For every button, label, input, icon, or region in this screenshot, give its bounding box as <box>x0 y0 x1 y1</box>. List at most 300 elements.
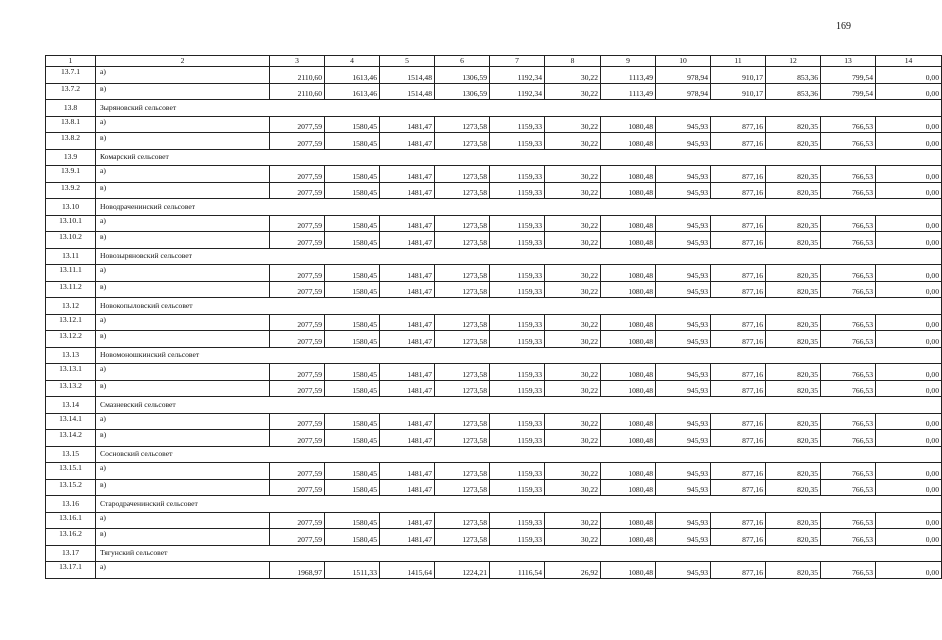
value-cell: 1080,48 <box>601 166 656 183</box>
value-cell: 1159,33 <box>490 265 545 282</box>
value-cell: 820,35 <box>766 512 821 529</box>
value-cell: 1306,59 <box>435 67 490 84</box>
value-cell: 1273,58 <box>435 116 490 133</box>
value-cell: 0,00 <box>876 413 942 430</box>
tariff-table <box>45 55 942 579</box>
table-row <box>46 182 942 199</box>
value-cell: 1580,45 <box>325 463 380 480</box>
value-cell: 877,16 <box>711 413 766 430</box>
column-header: 7 <box>490 56 545 67</box>
column-header: 11 <box>711 56 766 67</box>
section-row <box>46 149 942 166</box>
value-cell: 0,00 <box>876 265 942 282</box>
column-header: 6 <box>435 56 490 67</box>
value-cell: 945,93 <box>656 512 711 529</box>
row-code-cell: 13.9.2 <box>46 182 96 199</box>
value-cell: 1481,47 <box>380 380 435 397</box>
table-body <box>46 56 942 579</box>
table-row <box>46 512 942 529</box>
value-cell: 1580,45 <box>325 182 380 199</box>
section-row <box>46 397 942 414</box>
value-cell: 30,22 <box>545 463 601 480</box>
section-code-cell: 13.15 <box>46 446 96 463</box>
value-cell: 945,93 <box>656 331 711 348</box>
column-header: 9 <box>601 56 656 67</box>
column-header: 3 <box>270 56 325 67</box>
section-name-cell: Тягунский сельсовет <box>96 545 942 562</box>
value-cell: 30,22 <box>545 232 601 249</box>
column-header: 14 <box>876 56 942 67</box>
row-code-cell: 13.7.1 <box>46 67 96 84</box>
value-cell: 2077,59 <box>270 116 325 133</box>
value-cell: 1580,45 <box>325 116 380 133</box>
value-cell: 0,00 <box>876 512 942 529</box>
value-cell: 1116,54 <box>490 562 545 579</box>
table-row <box>46 479 942 496</box>
table-row <box>46 67 942 84</box>
value-cell: 1481,47 <box>380 479 435 496</box>
row-code-cell: 13.11.1 <box>46 265 96 282</box>
section-code-cell: 13.12 <box>46 298 96 315</box>
value-cell: 820,35 <box>766 232 821 249</box>
value-cell: 2077,59 <box>270 281 325 298</box>
value-cell: 945,93 <box>656 562 711 579</box>
row-code-cell: 13.13.2 <box>46 380 96 397</box>
row-code-cell: 13.10.2 <box>46 232 96 249</box>
section-row <box>46 100 942 117</box>
section-code-cell: 13.11 <box>46 248 96 265</box>
value-cell: 1580,45 <box>325 314 380 331</box>
row-letter-cell: а) <box>96 463 270 480</box>
column-header: 8 <box>545 56 601 67</box>
column-header: 1 <box>46 56 96 67</box>
value-cell: 877,16 <box>711 562 766 579</box>
value-cell: 0,00 <box>876 430 942 447</box>
table-row <box>46 232 942 249</box>
value-cell: 1481,47 <box>380 413 435 430</box>
table-row <box>46 380 942 397</box>
row-letter-cell: а) <box>96 413 270 430</box>
value-cell: 1580,45 <box>325 479 380 496</box>
value-cell: 877,16 <box>711 314 766 331</box>
value-cell: 1273,58 <box>435 364 490 381</box>
row-letter-cell: в) <box>96 529 270 546</box>
value-cell: 945,93 <box>656 479 711 496</box>
value-cell: 820,35 <box>766 529 821 546</box>
value-cell: 910,17 <box>711 83 766 100</box>
value-cell: 1080,48 <box>601 512 656 529</box>
value-cell: 766,53 <box>821 265 876 282</box>
value-cell: 1481,47 <box>380 133 435 150</box>
column-header: 10 <box>656 56 711 67</box>
value-cell: 799,54 <box>821 67 876 84</box>
value-cell: 910,17 <box>711 67 766 84</box>
section-code-cell: 13.10 <box>46 199 96 216</box>
value-cell: 978,94 <box>656 83 711 100</box>
value-cell: 26,92 <box>545 562 601 579</box>
value-cell: 0,00 <box>876 133 942 150</box>
value-cell: 0,00 <box>876 215 942 232</box>
value-cell: 0,00 <box>876 67 942 84</box>
value-cell: 1113,49 <box>601 67 656 84</box>
value-cell: 1481,47 <box>380 430 435 447</box>
value-cell: 877,16 <box>711 380 766 397</box>
section-name-cell: Зыряновский сельсовет <box>96 100 942 117</box>
section-row <box>46 496 942 513</box>
value-cell: 766,53 <box>821 512 876 529</box>
value-cell: 877,16 <box>711 512 766 529</box>
value-cell: 1580,45 <box>325 430 380 447</box>
row-code-cell: 13.11.2 <box>46 281 96 298</box>
value-cell: 1481,47 <box>380 512 435 529</box>
value-cell: 1159,33 <box>490 430 545 447</box>
section-code-cell: 13.13 <box>46 347 96 364</box>
value-cell: 1080,48 <box>601 133 656 150</box>
table-row <box>46 265 942 282</box>
value-cell: 2077,59 <box>270 380 325 397</box>
section-name-cell: Стародраченинский сельсовет <box>96 496 942 513</box>
value-cell: 853,36 <box>766 67 821 84</box>
row-code-cell: 13.14.1 <box>46 413 96 430</box>
value-cell: 1159,33 <box>490 182 545 199</box>
value-cell: 30,22 <box>545 215 601 232</box>
value-cell: 945,93 <box>656 430 711 447</box>
value-cell: 820,35 <box>766 380 821 397</box>
value-cell: 945,93 <box>656 133 711 150</box>
value-cell: 1273,58 <box>435 331 490 348</box>
row-letter-cell: а) <box>96 116 270 133</box>
value-cell: 820,35 <box>766 413 821 430</box>
value-cell: 1192,34 <box>490 67 545 84</box>
value-cell: 978,94 <box>656 67 711 84</box>
value-cell: 877,16 <box>711 331 766 348</box>
value-cell: 877,16 <box>711 479 766 496</box>
row-letter-cell: а) <box>96 512 270 529</box>
value-cell: 820,35 <box>766 562 821 579</box>
value-cell: 1080,48 <box>601 232 656 249</box>
column-header: 4 <box>325 56 380 67</box>
value-cell: 1159,33 <box>490 479 545 496</box>
value-cell: 1580,45 <box>325 281 380 298</box>
value-cell: 1080,48 <box>601 182 656 199</box>
value-cell: 30,22 <box>545 314 601 331</box>
row-letter-cell: в) <box>96 182 270 199</box>
value-cell: 1192,34 <box>490 83 545 100</box>
value-cell: 30,22 <box>545 512 601 529</box>
value-cell: 1080,48 <box>601 265 656 282</box>
table-row <box>46 281 942 298</box>
value-cell: 820,35 <box>766 331 821 348</box>
row-code-cell: 13.15.2 <box>46 479 96 496</box>
row-letter-cell: в) <box>96 380 270 397</box>
value-cell: 766,53 <box>821 166 876 183</box>
table-row <box>46 430 942 447</box>
value-cell: 1481,47 <box>380 364 435 381</box>
value-cell: 30,22 <box>545 166 601 183</box>
value-cell: 877,16 <box>711 215 766 232</box>
value-cell: 1580,45 <box>325 265 380 282</box>
value-cell: 1159,33 <box>490 116 545 133</box>
value-cell: 1159,33 <box>490 512 545 529</box>
row-code-cell: 13.8.1 <box>46 116 96 133</box>
value-cell: 2077,59 <box>270 182 325 199</box>
value-cell: 1613,46 <box>325 67 380 84</box>
value-cell: 766,53 <box>821 562 876 579</box>
value-cell: 945,93 <box>656 265 711 282</box>
column-header: 13 <box>821 56 876 67</box>
section-name-cell: Сосновский сельсовет <box>96 446 942 463</box>
value-cell: 1580,45 <box>325 364 380 381</box>
value-cell: 877,16 <box>711 182 766 199</box>
table-row <box>46 215 942 232</box>
row-letter-cell: в) <box>96 430 270 447</box>
column-header: 12 <box>766 56 821 67</box>
value-cell: 945,93 <box>656 364 711 381</box>
value-cell: 1306,59 <box>435 83 490 100</box>
value-cell: 877,16 <box>711 133 766 150</box>
row-letter-cell: в) <box>96 83 270 100</box>
value-cell: 1113,49 <box>601 83 656 100</box>
value-cell: 1481,47 <box>380 463 435 480</box>
value-cell: 945,93 <box>656 314 711 331</box>
value-cell: 30,22 <box>545 133 601 150</box>
row-letter-cell: а) <box>96 314 270 331</box>
section-row <box>46 298 942 315</box>
value-cell: 1580,45 <box>325 232 380 249</box>
value-cell: 0,00 <box>876 562 942 579</box>
section-code-cell: 13.17 <box>46 545 96 562</box>
table-row <box>46 463 942 480</box>
value-cell: 30,22 <box>545 83 601 100</box>
value-cell: 1580,45 <box>325 331 380 348</box>
value-cell: 0,00 <box>876 529 942 546</box>
value-cell: 1580,45 <box>325 529 380 546</box>
column-header: 2 <box>96 56 270 67</box>
value-cell: 1080,48 <box>601 364 656 381</box>
value-cell: 30,22 <box>545 281 601 298</box>
value-cell: 766,53 <box>821 215 876 232</box>
value-cell: 766,53 <box>821 331 876 348</box>
value-cell: 820,35 <box>766 479 821 496</box>
value-cell: 2077,59 <box>270 413 325 430</box>
value-cell: 1273,58 <box>435 413 490 430</box>
value-cell: 945,93 <box>656 232 711 249</box>
value-cell: 1159,33 <box>490 215 545 232</box>
section-name-cell: Новокопыловский сельсовет <box>96 298 942 315</box>
row-code-cell: 13.8.2 <box>46 133 96 150</box>
column-header: 5 <box>380 56 435 67</box>
value-cell: 766,53 <box>821 116 876 133</box>
value-cell: 30,22 <box>545 364 601 381</box>
table-row <box>46 166 942 183</box>
value-cell: 945,93 <box>656 463 711 480</box>
value-cell: 877,16 <box>711 116 766 133</box>
value-cell: 0,00 <box>876 83 942 100</box>
value-cell: 1580,45 <box>325 380 380 397</box>
value-cell: 30,22 <box>545 265 601 282</box>
value-cell: 0,00 <box>876 364 942 381</box>
row-code-cell: 13.12.2 <box>46 331 96 348</box>
value-cell: 1481,47 <box>380 331 435 348</box>
value-cell: 2077,59 <box>270 463 325 480</box>
value-cell: 1580,45 <box>325 215 380 232</box>
value-cell: 2077,59 <box>270 364 325 381</box>
value-cell: 0,00 <box>876 479 942 496</box>
value-cell: 877,16 <box>711 232 766 249</box>
section-code-cell: 13.9 <box>46 149 96 166</box>
table-row <box>46 116 942 133</box>
value-cell: 1273,58 <box>435 430 490 447</box>
row-code-cell: 13.13.1 <box>46 364 96 381</box>
value-cell: 877,16 <box>711 364 766 381</box>
value-cell: 1080,48 <box>601 463 656 480</box>
value-cell: 945,93 <box>656 380 711 397</box>
value-cell: 30,22 <box>545 413 601 430</box>
value-cell: 820,35 <box>766 430 821 447</box>
value-cell: 945,93 <box>656 116 711 133</box>
value-cell: 766,53 <box>821 232 876 249</box>
value-cell: 1481,47 <box>380 116 435 133</box>
value-cell: 945,93 <box>656 215 711 232</box>
value-cell: 30,22 <box>545 380 601 397</box>
value-cell: 766,53 <box>821 133 876 150</box>
section-code-cell: 13.16 <box>46 496 96 513</box>
table-row <box>46 331 942 348</box>
section-row <box>46 248 942 265</box>
section-row <box>46 199 942 216</box>
value-cell: 1514,48 <box>380 67 435 84</box>
value-cell: 766,53 <box>821 281 876 298</box>
value-cell: 1273,58 <box>435 529 490 546</box>
value-cell: 1159,33 <box>490 331 545 348</box>
value-cell: 820,35 <box>766 133 821 150</box>
value-cell: 1080,48 <box>601 331 656 348</box>
value-cell: 820,35 <box>766 281 821 298</box>
value-cell: 1159,33 <box>490 529 545 546</box>
row-letter-cell: в) <box>96 331 270 348</box>
value-cell: 1080,48 <box>601 479 656 496</box>
section-code-cell: 13.8 <box>46 100 96 117</box>
value-cell: 30,22 <box>545 182 601 199</box>
value-cell: 2077,59 <box>270 215 325 232</box>
value-cell: 1273,58 <box>435 463 490 480</box>
value-cell: 2077,59 <box>270 529 325 546</box>
value-cell: 2110,60 <box>270 67 325 84</box>
row-code-cell: 13.16.2 <box>46 529 96 546</box>
value-cell: 1273,58 <box>435 215 490 232</box>
value-cell: 1159,33 <box>490 413 545 430</box>
value-cell: 1273,58 <box>435 380 490 397</box>
section-code-cell: 13.14 <box>46 397 96 414</box>
section-name-cell: Комарский сельсовет <box>96 149 942 166</box>
value-cell: 877,16 <box>711 430 766 447</box>
value-cell: 1080,48 <box>601 380 656 397</box>
value-cell: 1224,21 <box>435 562 490 579</box>
value-cell: 766,53 <box>821 529 876 546</box>
table-row <box>46 562 942 579</box>
value-cell: 0,00 <box>876 380 942 397</box>
value-cell: 877,16 <box>711 529 766 546</box>
value-cell: 2077,59 <box>270 430 325 447</box>
row-letter-cell: а) <box>96 67 270 84</box>
value-cell: 0,00 <box>876 331 942 348</box>
value-cell: 1273,58 <box>435 479 490 496</box>
value-cell: 799,54 <box>821 83 876 100</box>
value-cell: 1580,45 <box>325 512 380 529</box>
value-cell: 0,00 <box>876 314 942 331</box>
value-cell: 0,00 <box>876 281 942 298</box>
row-letter-cell: а) <box>96 562 270 579</box>
value-cell: 1481,47 <box>380 529 435 546</box>
value-cell: 2077,59 <box>270 331 325 348</box>
value-cell: 877,16 <box>711 281 766 298</box>
value-cell: 30,22 <box>545 67 601 84</box>
value-cell: 1080,48 <box>601 314 656 331</box>
value-cell: 0,00 <box>876 463 942 480</box>
row-code-cell: 13.16.1 <box>46 512 96 529</box>
row-letter-cell: а) <box>96 364 270 381</box>
section-row <box>46 347 942 364</box>
value-cell: 1273,58 <box>435 133 490 150</box>
row-code-cell: 13.14.2 <box>46 430 96 447</box>
value-cell: 820,35 <box>766 364 821 381</box>
row-letter-cell: в) <box>96 281 270 298</box>
value-cell: 766,53 <box>821 314 876 331</box>
value-cell: 1080,48 <box>601 116 656 133</box>
value-cell: 1159,33 <box>490 232 545 249</box>
table-row <box>46 83 942 100</box>
table-row <box>46 413 942 430</box>
value-cell: 820,35 <box>766 463 821 480</box>
value-cell: 945,93 <box>656 281 711 298</box>
value-cell: 30,22 <box>545 479 601 496</box>
row-code-cell: 13.9.1 <box>46 166 96 183</box>
value-cell: 1080,48 <box>601 430 656 447</box>
value-cell: 2077,59 <box>270 232 325 249</box>
row-letter-cell: а) <box>96 166 270 183</box>
value-cell: 2077,59 <box>270 265 325 282</box>
value-cell: 766,53 <box>821 430 876 447</box>
table-row <box>46 364 942 381</box>
value-cell: 1159,33 <box>490 314 545 331</box>
value-cell: 1273,58 <box>435 182 490 199</box>
value-cell: 1481,47 <box>380 166 435 183</box>
value-cell: 766,53 <box>821 380 876 397</box>
value-cell: 820,35 <box>766 215 821 232</box>
value-cell: 0,00 <box>876 116 942 133</box>
value-cell: 1159,33 <box>490 166 545 183</box>
value-cell: 1080,48 <box>601 562 656 579</box>
value-cell: 1273,58 <box>435 281 490 298</box>
row-code-cell: 13.17.1 <box>46 562 96 579</box>
value-cell: 1159,33 <box>490 463 545 480</box>
value-cell: 30,22 <box>545 529 601 546</box>
value-cell: 1481,47 <box>380 182 435 199</box>
section-name-cell: Смазневский сельсовет <box>96 397 942 414</box>
section-name-cell: Новодраченинский сельсовет <box>96 199 942 216</box>
section-row <box>46 545 942 562</box>
section-name-cell: Новомоношкинский сельсовет <box>96 347 942 364</box>
value-cell: 2077,59 <box>270 314 325 331</box>
section-row <box>46 446 942 463</box>
value-cell: 1511,33 <box>325 562 380 579</box>
value-cell: 1080,48 <box>601 281 656 298</box>
value-cell: 1080,48 <box>601 215 656 232</box>
value-cell: 0,00 <box>876 166 942 183</box>
row-code-cell: 13.15.1 <box>46 463 96 480</box>
value-cell: 2077,59 <box>270 479 325 496</box>
value-cell: 1159,33 <box>490 133 545 150</box>
